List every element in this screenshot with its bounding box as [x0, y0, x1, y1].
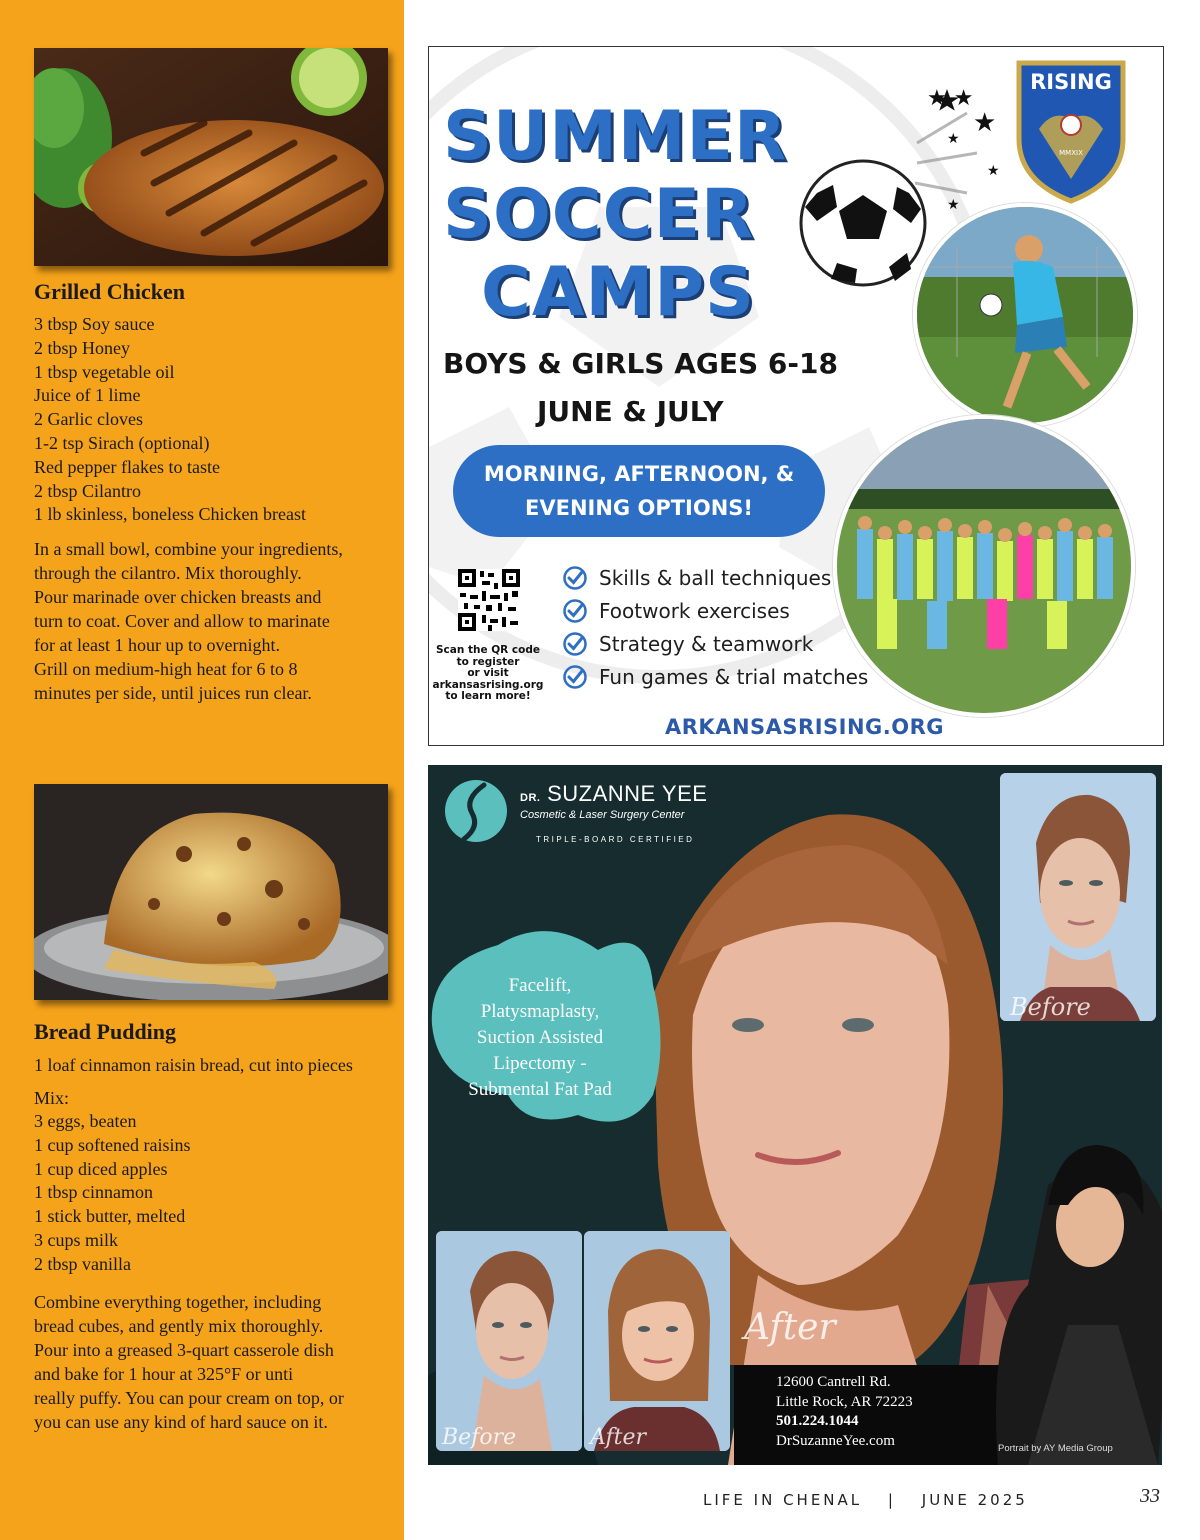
ingredient-item: 1 stick butter, melted	[34, 1206, 186, 1227]
bread-pudding-intro: 1 loaf cinnamon raisin bread, cut into pieces	[34, 1055, 353, 1075]
magazine-name: LIFE IN CHENAL	[703, 1491, 863, 1509]
ingredient-item: 2 tbsp Cilantro	[34, 480, 141, 501]
svg-text:★: ★	[947, 131, 960, 147]
options-line: EVENING OPTIONS!	[525, 496, 753, 520]
direction-line: turn to coat. Cover and allow to marinate	[34, 611, 330, 631]
qr-caption	[429, 645, 547, 703]
procedure-line: Facelift,	[508, 975, 572, 996]
issue-date: JUNE 2025	[921, 1491, 1028, 1509]
svg-text:★: ★	[987, 163, 1000, 179]
footer-separator: |	[887, 1491, 896, 1509]
session-options-banner	[453, 445, 825, 537]
direction-line: minutes per side, until juices run clear.	[34, 683, 312, 703]
soccer-camp-ad	[428, 46, 1164, 746]
svg-text:★ ★: ★ ★	[927, 86, 974, 111]
direction-line: bread cubes, and gently mix thoroughly.	[34, 1316, 324, 1336]
ingredient-item: 1 tbsp cinnamon	[34, 1182, 153, 1203]
direction-line: Pour into a greased 3-quart casserole dish	[34, 1340, 334, 1360]
recipe-title-grilled-chicken: Grilled Chicken	[34, 279, 185, 304]
doctor-name: SUZANNE YEE	[547, 781, 708, 806]
recipe-title-bread-pudding: Bread Pudding	[34, 1019, 177, 1044]
feature-item	[563, 561, 868, 594]
direction-line: for at least 1 hour up to overnight.	[34, 635, 280, 655]
months-text: JUNE & JULY	[537, 395, 724, 428]
before-photo-small	[436, 1231, 582, 1451]
ad-title-line: SUMMER	[443, 97, 788, 176]
checkmark-icon	[563, 665, 587, 689]
svg-text:★: ★	[973, 108, 997, 138]
after-label-large: After	[744, 1307, 836, 1348]
qr-caption-line: to learn more!	[445, 690, 531, 702]
qr-caption-line: Scan the QR code	[435, 644, 540, 656]
procedure-line: Suction Assisted	[476, 1027, 604, 1048]
ingredient-item: 2 Garlic cloves	[34, 409, 143, 430]
checkmark-icon	[563, 566, 587, 590]
qr-caption-line: or visit	[467, 667, 509, 679]
ingredient-item: 3 tbsp Soy sauce	[34, 314, 155, 334]
svg-text:★: ★	[947, 197, 960, 213]
direction-line: really puffy. You can pour cream on top, or	[34, 1388, 344, 1408]
checkmark-icon	[563, 599, 587, 623]
procedure-line: Submental Fat Pad	[468, 1079, 612, 1100]
grilled-chicken-directions	[34, 537, 384, 705]
ingredient-item: 1 cup softened raisins	[34, 1134, 191, 1155]
ingredient-item: 3 cups milk	[34, 1229, 118, 1250]
ingredient-item: 3 eggs, beaten	[34, 1111, 137, 1131]
ingredient-item: 2 tbsp Honey	[34, 337, 130, 358]
feature-item	[563, 660, 868, 693]
grilled-chicken-ingredients	[34, 313, 306, 527]
practice-subtitle: Cosmetic & Laser Surgery Center	[520, 809, 685, 821]
yee-logo-icon	[444, 779, 508, 843]
badge-text: RISING	[1030, 70, 1112, 94]
cosmetic-surgery-ad	[428, 765, 1162, 1465]
checkmark-icon	[563, 632, 587, 656]
yee-website-link[interactable]: DrSuzanneYee.com	[776, 1432, 895, 1449]
rising-badge-logo	[1013, 59, 1129, 204]
team-photo	[833, 415, 1135, 717]
procedure-line: Lipectomy -	[493, 1053, 587, 1074]
ingredient-item: 2 tbsp vanilla	[34, 1253, 131, 1274]
direction-line: Grill on medium-high heat for 6 to 8	[34, 659, 298, 679]
page-number: 33	[1140, 1485, 1160, 1507]
ingredient-item: 1 tbsp vegetable oil	[34, 361, 175, 382]
bread-pudding-ingredients	[34, 1110, 190, 1277]
after-label-small: After	[590, 1425, 647, 1450]
direction-line: Pour marinade over chicken breasts and	[34, 587, 322, 607]
ingredient-item: Juice of 1 lime	[34, 385, 141, 406]
options-line: MORNING, AFTERNOON, &	[483, 462, 795, 486]
ages-text: BOYS & GIRLS AGES 6-18	[443, 347, 838, 380]
qr-code-icon[interactable]	[458, 569, 520, 631]
direction-line: through the cilantro. Mix thoroughly.	[34, 563, 302, 583]
address-line: Little Rock, AR 72223	[776, 1393, 913, 1410]
badge-sub: MMXIX	[1059, 149, 1083, 157]
before-photo-large	[1000, 773, 1156, 1021]
soccer-website-link[interactable]: ARKANSASRISING.ORG	[665, 715, 944, 739]
direction-line: In a small bowl, combine your ingredients,	[34, 539, 343, 559]
yee-header	[520, 781, 707, 844]
ad-title-line: SOCCER	[443, 175, 755, 254]
feature-label: Skills & ball techniques	[599, 565, 832, 590]
bread-pudding-photo	[34, 784, 388, 1000]
contact-info	[776, 1373, 913, 1451]
ingredient-item: Red pepper flakes to taste	[34, 456, 220, 477]
feature-item	[563, 594, 868, 627]
phone-number[interactable]: 501.224.1044	[776, 1413, 859, 1429]
direction-line: Combine everything together, including	[34, 1292, 322, 1312]
qr-caption-line: to register	[456, 655, 520, 668]
grilled-chicken-photo	[34, 48, 388, 266]
mix-label: Mix:	[34, 1088, 70, 1108]
direction-line: you can use any kind of hard sauce on it.	[34, 1412, 328, 1432]
direction-line: and bake for 1 hour at 325°F or unti	[34, 1364, 294, 1384]
ingredient-item: 1-2 tsp Sirach (optional)	[34, 432, 210, 453]
before-label-small: Before	[442, 1425, 517, 1450]
page-footer	[703, 1491, 1028, 1509]
before-label: Before	[1010, 993, 1091, 1021]
bread-pudding-directions	[34, 1290, 384, 1434]
qr-caption-line: arkansasrising.org	[432, 678, 544, 691]
ad-title-line: CAMPS	[481, 253, 756, 332]
after-photo-small	[584, 1231, 730, 1451]
feature-label: Footwork exercises	[599, 598, 790, 623]
procedure-list	[444, 973, 636, 1103]
feature-label: Strategy & teamwork	[599, 631, 814, 656]
ingredient-item: 1 lb skinless, boneless Chicken breast	[34, 504, 306, 525]
player-photo	[913, 203, 1137, 427]
address-line: 12600 Cantrell Rd.	[776, 1374, 891, 1390]
dr-prefix: DR.	[520, 792, 541, 804]
certification-text: TRIPLE-BOARD CERTIFIED	[536, 835, 695, 844]
ingredient-item: 1 cup diced apples	[34, 1158, 168, 1179]
portrait-credit: Portrait by AY Media Group	[998, 1443, 1113, 1454]
feature-list	[563, 561, 868, 693]
feature-item	[563, 627, 868, 660]
feature-label: Fun games & trial matches	[599, 664, 869, 689]
procedure-line: Platysmaplasty,	[480, 1001, 600, 1022]
